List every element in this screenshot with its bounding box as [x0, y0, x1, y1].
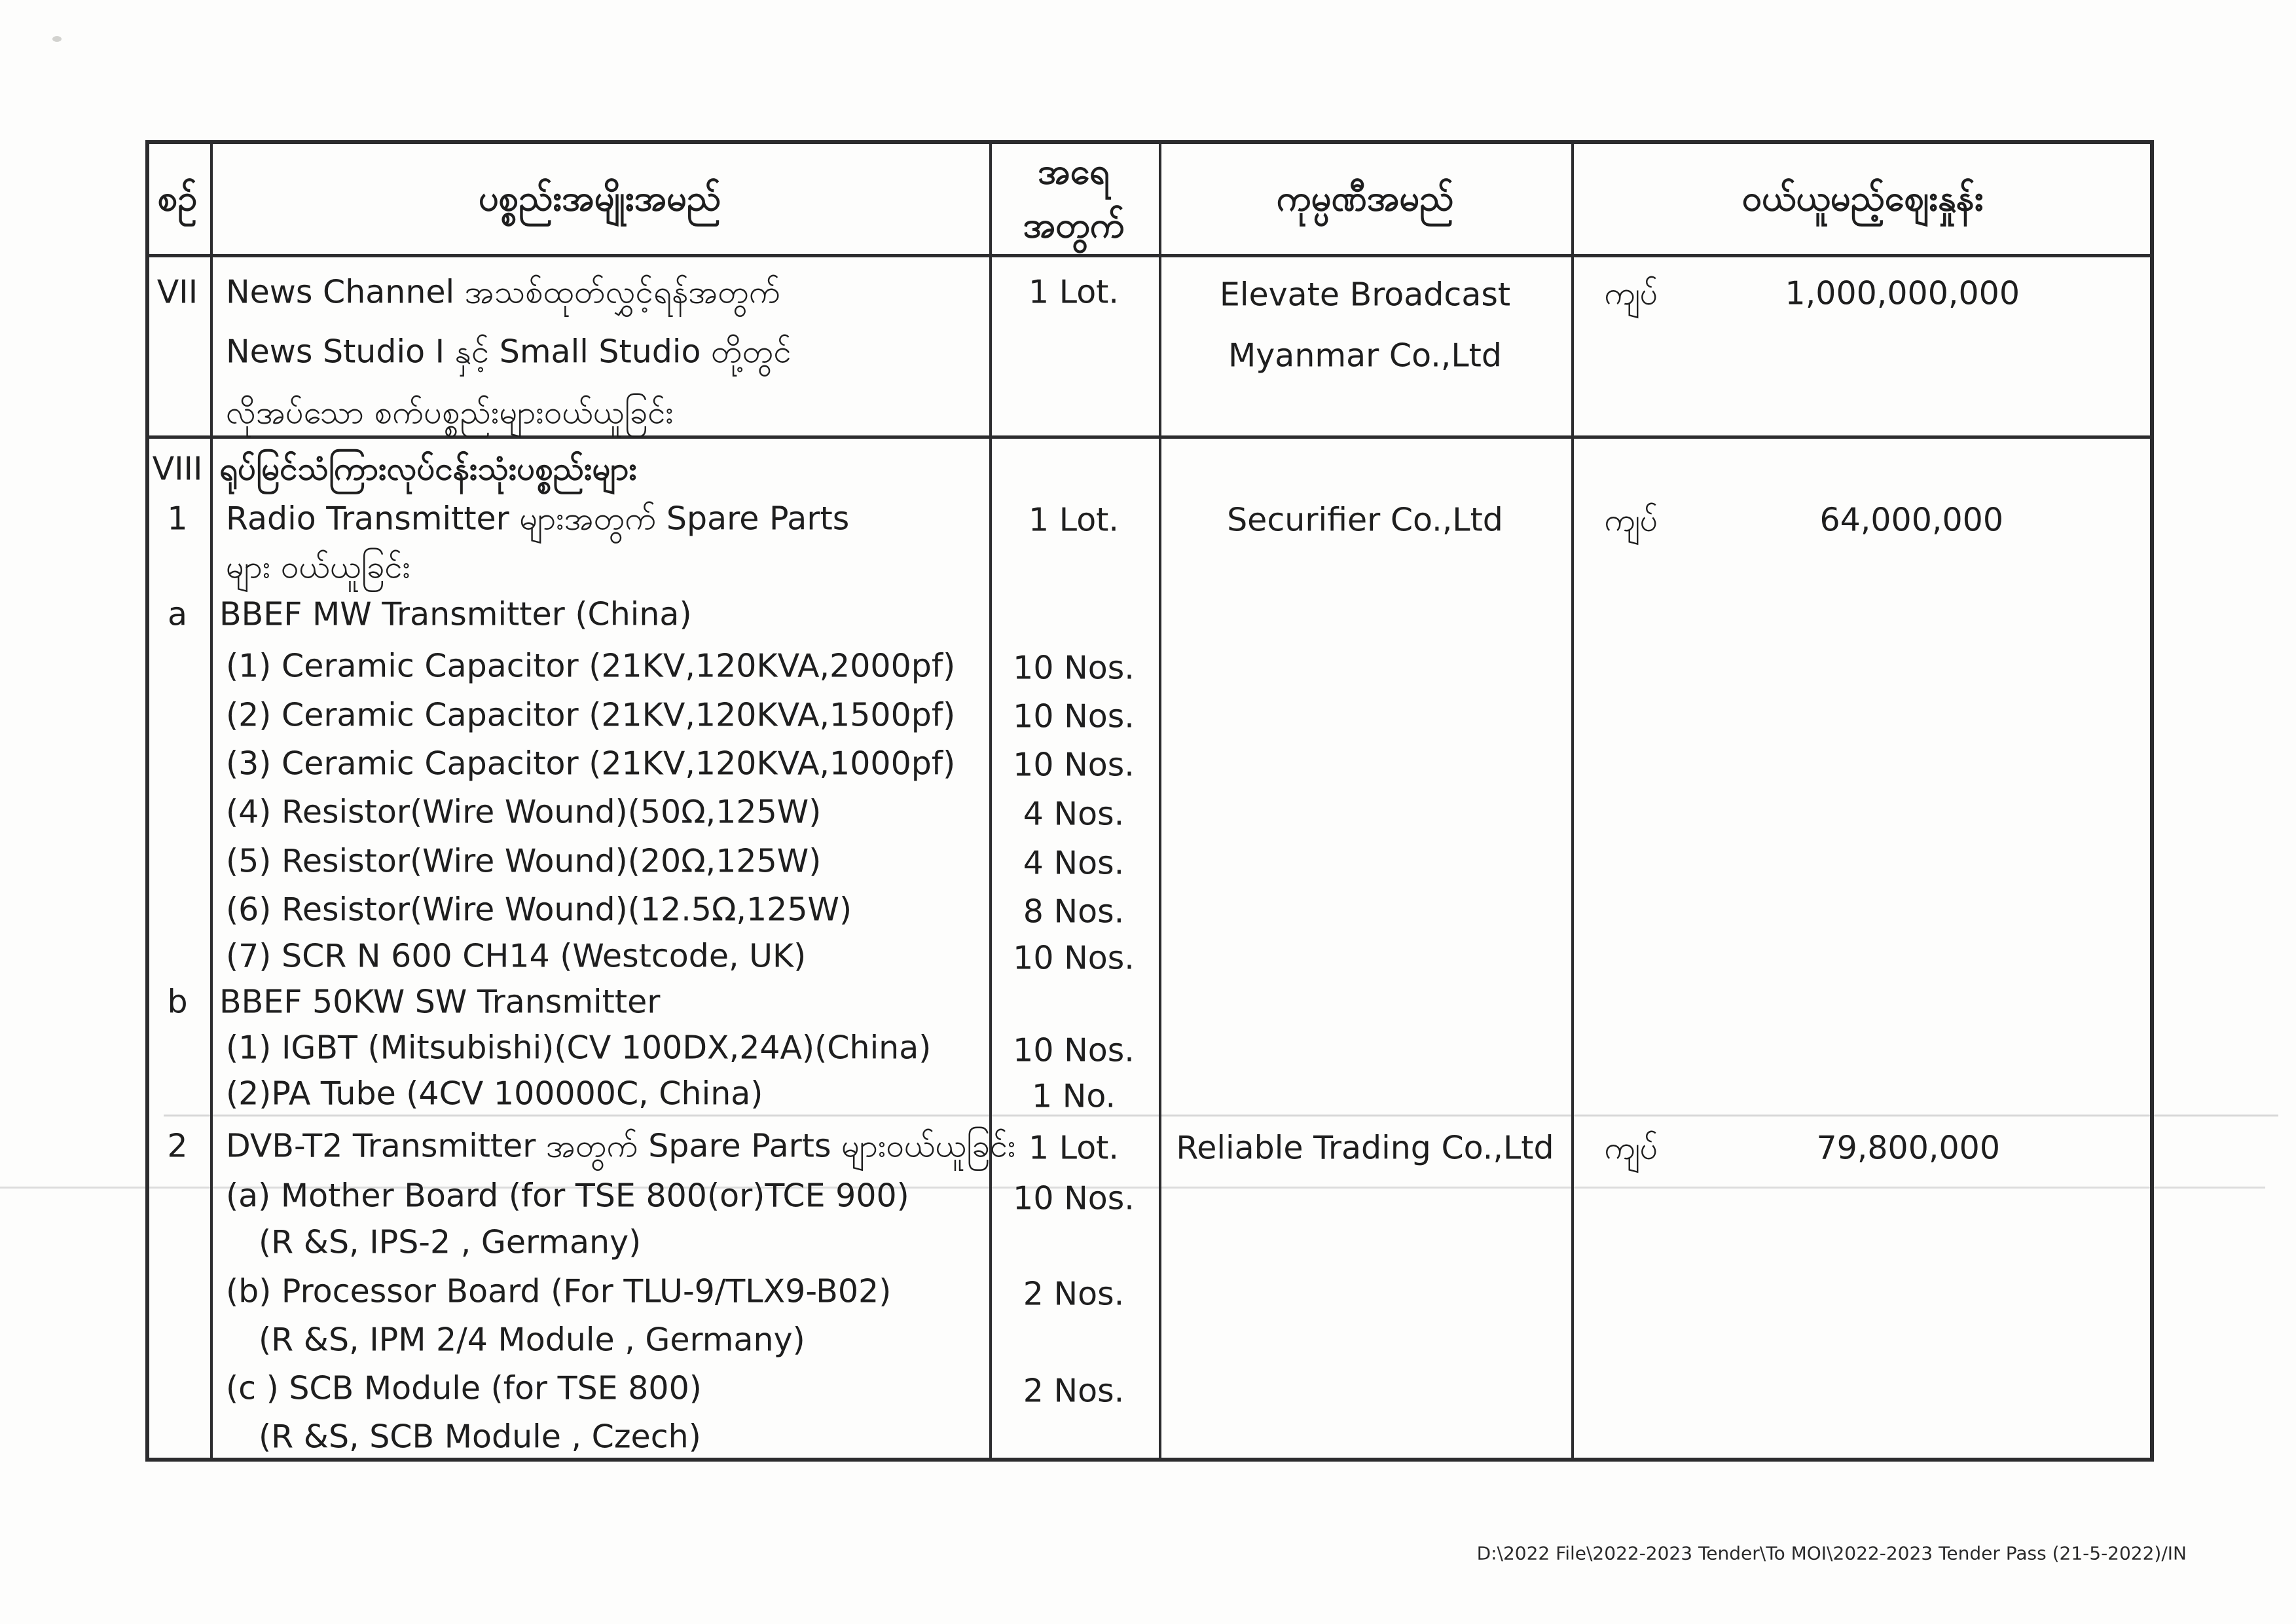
item1-currency: ကျပ်: [1604, 501, 1658, 539]
part-qty: 2 Nos.: [1023, 1372, 1125, 1410]
part-qty: 10 Nos.: [1013, 697, 1135, 735]
row8-no: VIII: [152, 450, 203, 488]
row7-company-line1: Elevate Broadcast: [1219, 276, 1511, 314]
item2-price: 79,800,000: [1816, 1129, 2000, 1167]
part-name: (a) Mother Board (for TSE 800(or)TCE 900): [226, 1177, 909, 1215]
part-qty: 8 Nos.: [1023, 893, 1125, 931]
row7-no: VII: [156, 273, 198, 311]
part-name: (R &S, IPM 2/4 Module , Germany): [259, 1321, 805, 1359]
table-vline-company-price: [1571, 140, 1574, 1462]
part-name: (b) Processor Board (For TLU-9/TLX9-B02): [226, 1272, 892, 1310]
item1-sub-b-title: BBEF 50KW SW Transmitter: [219, 983, 661, 1021]
part-name: (R &S, SCB Module , Czech): [259, 1418, 701, 1456]
row7-currency: ကျပ်: [1604, 274, 1658, 312]
part-qty: 10 Nos.: [1013, 649, 1135, 687]
part-name: (2)PA Tube (4CV 100000C, China): [226, 1075, 763, 1113]
part-name: (1) Ceramic Capacitor (21KV,120KVA,2000pf): [226, 647, 956, 685]
part-name: (7) SCR N 600 CH14 (Westcode, UK): [226, 937, 807, 975]
header-company: ကုမ္ပဏီအမည်: [1276, 177, 1454, 219]
row7-item-line2: News Studio I နှင့် Small Studio တို့တွင်: [226, 333, 792, 371]
item1-line1: Radio Transmitter များအတွက် Spare Parts: [226, 500, 850, 538]
part-name: (R &S, IPS-2 , Germany): [259, 1223, 642, 1261]
part-qty: 4 Nos.: [1023, 795, 1125, 833]
item2-qty: 1 Lot.: [1029, 1129, 1119, 1167]
scan-speck: [52, 36, 62, 42]
part-name: (c ) SCB Module (for TSE 800): [226, 1369, 702, 1407]
part-name: (4) Resistor(Wire Wound)(50Ω,125W): [226, 793, 822, 831]
row7-item-line1: News Channel အသစ်ထုတ်လွှင့်ရန်အတွက်: [226, 273, 780, 311]
part-name: (1) IGBT (Mitsubishi)(CV 100DX,24A)(China): [226, 1029, 932, 1067]
part-name: (2) Ceramic Capacitor (21KV,120KVA,1500pf): [226, 696, 956, 734]
item1-sub-a-no: a: [167, 595, 188, 633]
header-price: ဝယ်ယူမည့်ဈေးနှုန်း: [1741, 177, 1984, 219]
header-no: စဉ်: [157, 177, 198, 219]
header-item: ပစ္စည်းအမျိုးအမည်: [478, 177, 721, 219]
item2-currency: ကျပ်: [1604, 1129, 1658, 1167]
part-qty: 10 Nos.: [1013, 1031, 1135, 1069]
table-vline-no-item: [210, 140, 213, 1462]
item1-sub-b-no: b: [167, 983, 188, 1021]
part-qty: 4 Nos.: [1023, 844, 1125, 882]
item1-qty: 1 Lot.: [1029, 501, 1119, 539]
item2-company: Reliable Trading Co.,Ltd: [1176, 1129, 1554, 1167]
part-qty: 10 Nos.: [1013, 939, 1135, 977]
row7-price: 1,000,000,000: [1785, 274, 2020, 312]
part-qty: 1 No.: [1031, 1077, 1116, 1115]
item1-company: Securifier Co.,Ltd: [1227, 501, 1503, 539]
part-qty: 10 Nos.: [1013, 746, 1135, 784]
table-vline-qty-company: [1159, 140, 1161, 1462]
part-qty: 10 Nos.: [1013, 1179, 1135, 1217]
item1-price: 64,000,000: [1819, 501, 2003, 539]
header-qty-line1: အရေ: [1038, 151, 1110, 192]
item1-no: 1: [167, 500, 188, 538]
row7-qty: 1 Lot.: [1029, 273, 1119, 311]
row7-item-line3: လိုအပ်သော စက်ပစ္စည်းများဝယ်ယူခြင်း: [226, 394, 674, 432]
item2-line1: DVB-T2 Transmitter အတွက် Spare Parts များဝယ်ယူခြင်း: [226, 1127, 1016, 1165]
footer-file-path: D:\2022 File\2022-2023 Tender\To MOI\2022-2023 Tender Pass (21-5-2022)/IN: [1476, 1542, 2187, 1564]
part-name: (3) Ceramic Capacitor (21KV,120KVA,1000pf): [226, 745, 956, 783]
table-hline-row7-bottom: [145, 435, 2154, 439]
row8-title: ရုပ်မြင်သံကြားလုပ်ငန်းသုံးပစ္စည်းများ: [219, 450, 637, 488]
row7-company-line2: Myanmar Co.,Ltd: [1228, 337, 1502, 375]
item1-line2: များ ဝယ်ယူခြင်း: [226, 548, 410, 586]
part-qty: 2 Nos.: [1023, 1275, 1125, 1313]
item1-sub-a-title: BBEF MW Transmitter (China): [219, 595, 692, 633]
part-name: (6) Resistor(Wire Wound)(12.5Ω,125W): [226, 891, 852, 929]
header-qty-line2: အတွက်: [1023, 204, 1125, 246]
table-vline-item-qty: [989, 140, 992, 1462]
table-hline-header-bottom: [145, 254, 2154, 257]
part-name: (5) Resistor(Wire Wound)(20Ω,125W): [226, 842, 822, 880]
item2-no: 2: [167, 1127, 188, 1165]
